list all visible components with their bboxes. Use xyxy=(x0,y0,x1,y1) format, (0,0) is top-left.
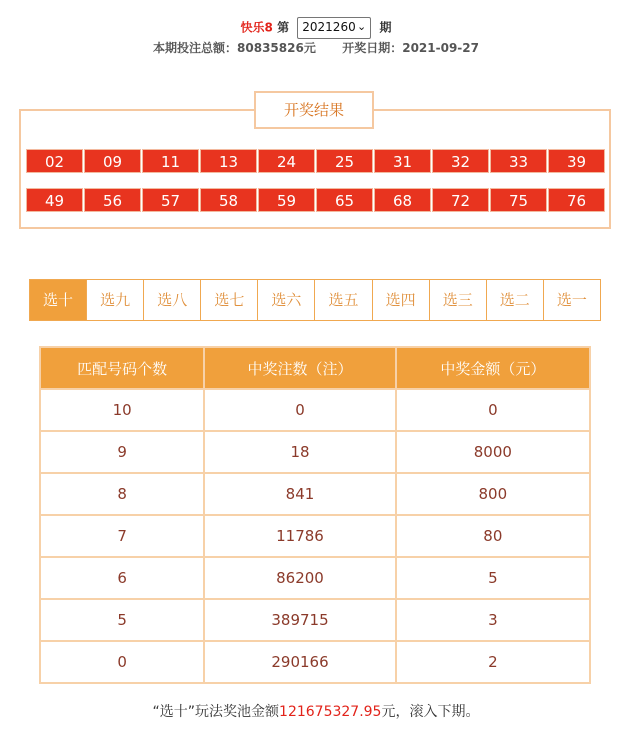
tab-pick-2[interactable]: 选二 xyxy=(487,280,544,320)
matches-cell: 10 xyxy=(40,389,204,431)
column-header-prize: 中奖金额（元） xyxy=(396,347,590,389)
ball: 57 xyxy=(142,188,199,212)
tab-pick-4[interactable]: 选四 xyxy=(373,280,430,320)
tab-pick-5[interactable]: 选五 xyxy=(315,280,372,320)
prize-table xyxy=(39,346,591,684)
total-sales-value: 80835826元 xyxy=(237,41,316,55)
matches-cell: 9 xyxy=(40,431,204,473)
table-row xyxy=(40,641,590,683)
table-row xyxy=(40,389,590,431)
draw-info xyxy=(0,39,632,56)
ball: 56 xyxy=(84,188,141,212)
play-type-tabs xyxy=(29,279,601,321)
matches-cell: 5 xyxy=(40,599,204,641)
prize-cell: 8000 xyxy=(396,431,590,473)
ball-row-2 xyxy=(26,188,606,212)
ball: 31 xyxy=(374,149,431,173)
issue-select-value: 2021260 xyxy=(302,20,356,34)
draw-date-label: 开奖日期： xyxy=(342,41,403,55)
ball: 72 xyxy=(432,188,489,212)
issue-suffix: 期 xyxy=(379,20,392,35)
winners-cell: 86200 xyxy=(204,557,395,599)
ball: 24 xyxy=(258,149,315,173)
ball: 25 xyxy=(316,149,373,173)
jackpot-prefix: “选十”玩法奖池金额 xyxy=(152,704,280,720)
prize-cell: 800 xyxy=(396,473,590,515)
ball: 65 xyxy=(316,188,373,212)
tab-pick-7[interactable]: 选七 xyxy=(201,280,258,320)
table-row xyxy=(40,515,590,557)
winners-cell: 18 xyxy=(204,431,395,473)
matches-cell: 0 xyxy=(40,641,204,683)
prize-cell: 2 xyxy=(396,641,590,683)
matches-cell: 7 xyxy=(40,515,204,557)
ball: 76 xyxy=(548,188,605,212)
ball: 13 xyxy=(200,149,257,173)
table-header-row xyxy=(40,347,590,389)
winners-cell: 841 xyxy=(204,473,395,515)
ball: 49 xyxy=(26,188,83,212)
ball: 59 xyxy=(258,188,315,212)
ball: 33 xyxy=(490,149,547,173)
tab-pick-8[interactable]: 选八 xyxy=(144,280,201,320)
ball: 09 xyxy=(84,149,141,173)
ball: 58 xyxy=(200,188,257,212)
result-title: 开奖结果 xyxy=(254,91,374,129)
issue-prefix: 第 xyxy=(277,20,290,35)
prize-cell: 5 xyxy=(396,557,590,599)
tab-pick-10[interactable]: 选十 xyxy=(30,280,87,320)
prize-cell: 80 xyxy=(396,515,590,557)
table-row xyxy=(40,557,590,599)
tab-pick-3[interactable]: 选三 xyxy=(430,280,487,320)
winners-cell: 389715 xyxy=(204,599,395,641)
ball: 02 xyxy=(26,149,83,173)
total-sales-label: 本期投注总额： xyxy=(153,41,238,55)
winners-cell: 11786 xyxy=(204,515,395,557)
tab-pick-9[interactable]: 选九 xyxy=(87,280,144,320)
ball: 11 xyxy=(142,149,199,173)
table-row xyxy=(40,599,590,641)
prize-cell: 0 xyxy=(396,389,590,431)
jackpot-amount: 121675327.95 xyxy=(279,704,382,720)
game-name: 快乐8 xyxy=(240,20,273,35)
ball: 75 xyxy=(490,188,547,212)
ball: 32 xyxy=(432,149,489,173)
tab-pick-6[interactable]: 选六 xyxy=(258,280,315,320)
column-header-winners: 中奖注数（注） xyxy=(204,347,395,389)
prize-cell: 3 xyxy=(396,599,590,641)
draw-header xyxy=(0,17,632,39)
jackpot-suffix: 元，滚入下期。 xyxy=(381,704,480,720)
ball: 68 xyxy=(374,188,431,212)
table-row xyxy=(40,431,590,473)
ball-row-1 xyxy=(26,149,606,173)
issue-select[interactable] xyxy=(297,17,371,39)
column-header-matches: 匹配号码个数 xyxy=(40,347,204,389)
winners-cell: 290166 xyxy=(204,641,395,683)
chevron-down-icon: ⌄ xyxy=(357,20,367,33)
draw-date-value: 2021-09-27 xyxy=(402,41,479,55)
tab-pick-1[interactable]: 选一 xyxy=(544,280,600,320)
table-row xyxy=(40,473,590,515)
matches-cell: 6 xyxy=(40,557,204,599)
winners-cell: 0 xyxy=(204,389,395,431)
matches-cell: 8 xyxy=(40,473,204,515)
ball: 39 xyxy=(548,149,605,173)
jackpot-note xyxy=(0,701,632,721)
